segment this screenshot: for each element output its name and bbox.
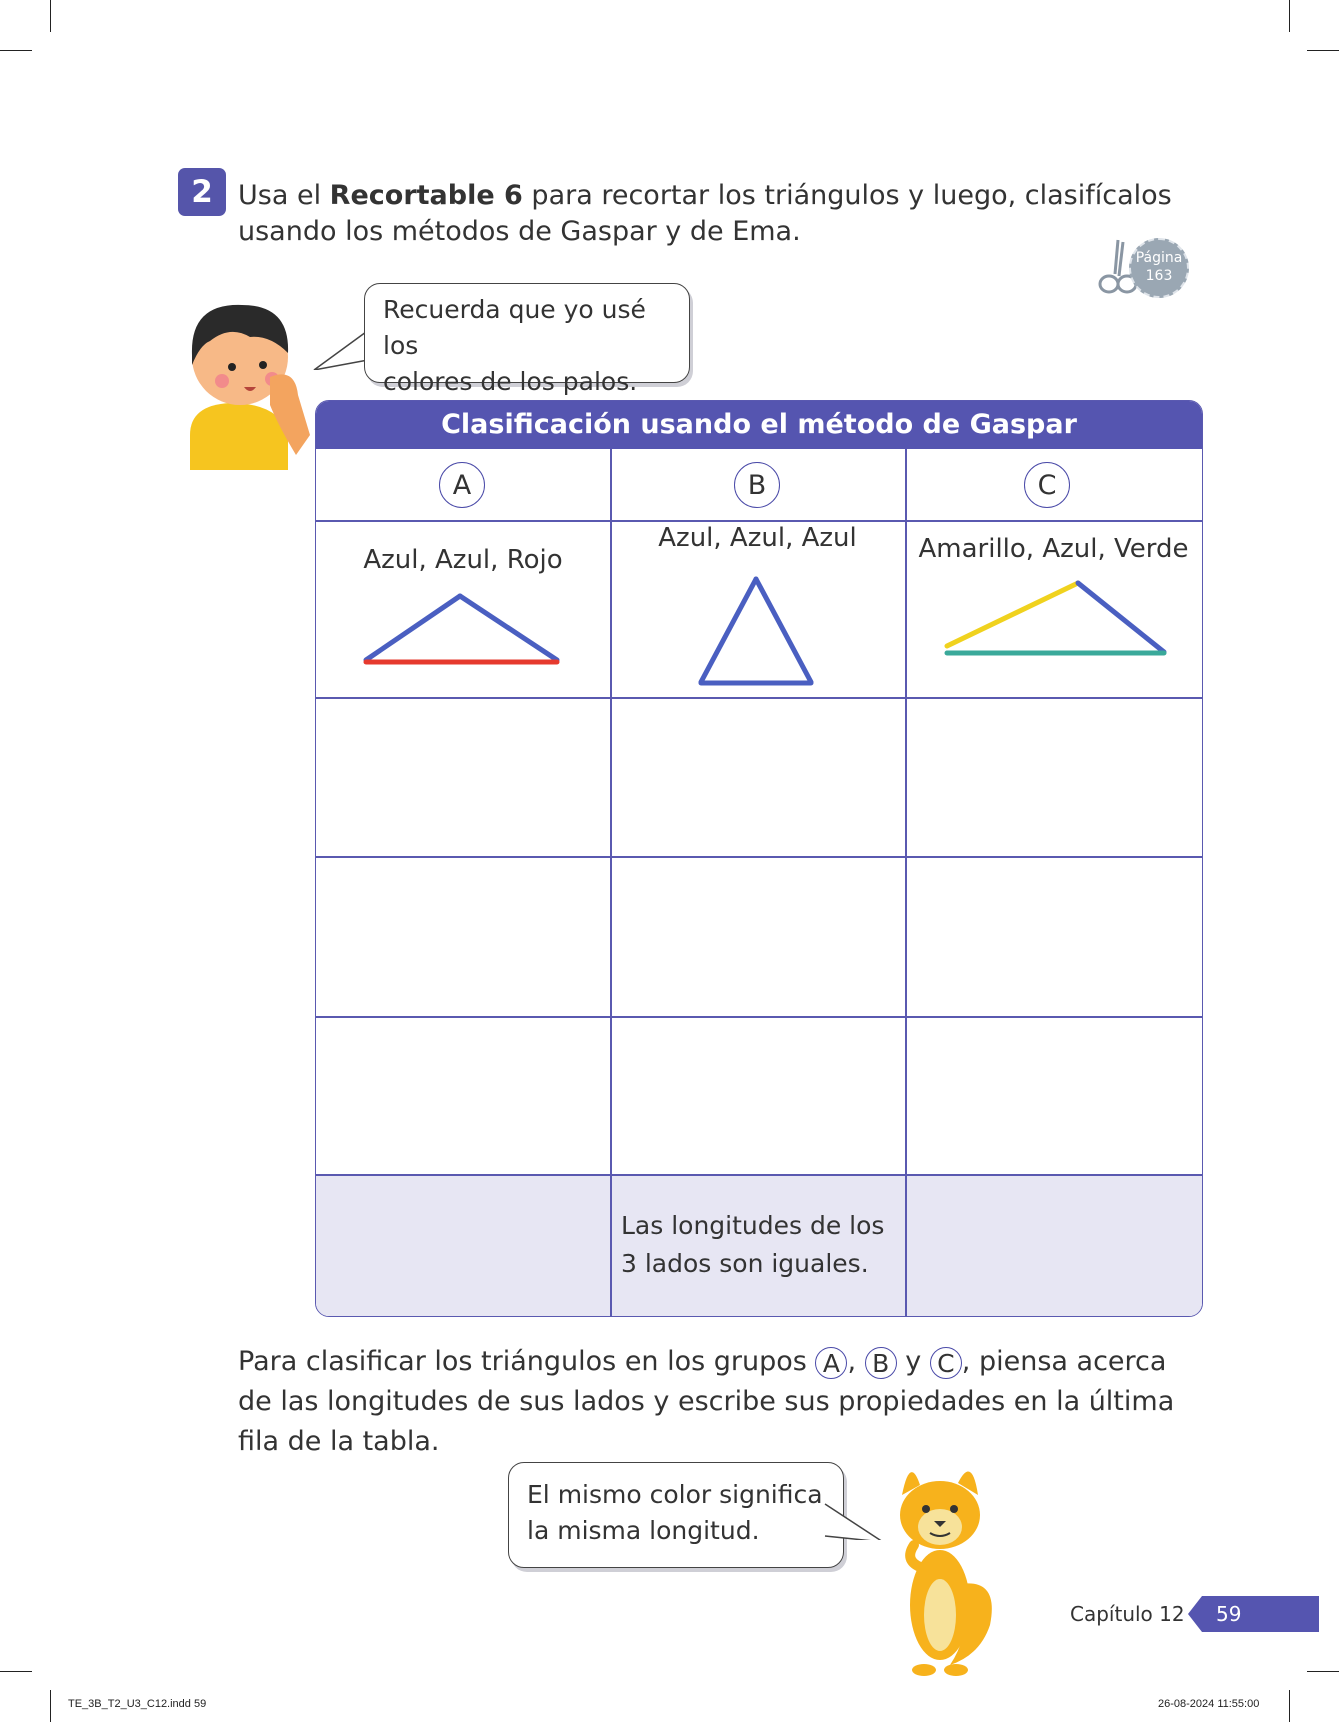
speech-bubble-fox	[508, 1462, 844, 1568]
page-reference-number: 163	[1145, 268, 1173, 284]
group-b-colors: Azul, Azul, Azul	[658, 523, 857, 553]
bubble-fox-line2: la misma longitud.	[527, 1516, 760, 1545]
crop-mark	[1307, 50, 1339, 51]
crop-mark	[50, 1690, 51, 1722]
row-divider	[316, 520, 1202, 522]
page-reference-badge	[1093, 234, 1201, 308]
page-number-tab	[1188, 1596, 1319, 1632]
page-number: 59	[1216, 1602, 1242, 1626]
triangle-a-blue-blue-red	[316, 581, 610, 691]
crop-mark	[0, 1671, 32, 1672]
bubble-fox-line1: El mismo color significa	[527, 1480, 823, 1509]
crop-mark	[50, 0, 51, 32]
inline-group-c: C	[930, 1347, 962, 1379]
row-divider	[316, 856, 1202, 858]
row-divider	[316, 1016, 1202, 1018]
group-c-colors: Amarillo, Azul, Verde	[918, 534, 1189, 564]
crop-mark	[1307, 1671, 1339, 1672]
crop-mark	[1289, 1690, 1290, 1722]
speech-bubble-tail	[312, 330, 372, 370]
recortable-bold: Recortable 6	[329, 180, 523, 211]
classification-table	[315, 400, 1203, 1317]
group-b-property-line2: 3 lados son iguales.	[621, 1249, 869, 1278]
fox-character-illustration	[880, 1455, 1000, 1680]
speech-bubble-boy	[364, 283, 690, 396]
inline-group-b: B	[865, 1347, 897, 1379]
inline-group-a: A	[815, 1347, 847, 1379]
group-b-label: B	[734, 462, 780, 508]
bubble-boy-line2: colores de los palos.	[383, 367, 638, 396]
row-divider	[316, 697, 1202, 699]
row-divider	[316, 1174, 1202, 1176]
task-instruction: Usa el Recortable 6 para recortar los triángulos y luego, clasifícalos usando los métodos de Gaspar y de Ema.	[238, 180, 1172, 247]
group-b-property-line1: Las longitudes de los	[621, 1211, 885, 1240]
instruction-paragraph: Para clasificar los triángulos en los grupos A , B y C , piensa acerca de las longitudes de sus lados y escribe sus propiedades en la última fila de la tabla.	[238, 1346, 1175, 1457]
group-c-label: C	[1024, 462, 1070, 508]
page-tab-shape	[1188, 1596, 1319, 1632]
speech-bubble-tail	[823, 1500, 885, 1540]
triangle-c-yellow-blue-green	[905, 571, 1202, 681]
page-reference-circle	[1129, 238, 1189, 298]
chapter-label: Capítulo 12	[1070, 1602, 1185, 1626]
group-a-label: A	[439, 462, 485, 508]
date-slug: 26-08-2024 11:55:00	[1158, 1698, 1260, 1710]
task-number: 2	[178, 168, 226, 216]
page-reference-label: Página	[1135, 250, 1183, 266]
file-slug: TE_3B_T2_U3_C12.indd 59	[68, 1698, 207, 1710]
crop-mark	[0, 50, 32, 51]
boy-character-illustration	[170, 295, 310, 470]
bubble-boy-line1: Recuerda que yo usé los	[383, 295, 646, 360]
crop-mark	[1289, 0, 1290, 32]
table-title: Clasificación usando el método de Gaspar	[316, 401, 1202, 449]
triangle-b-blue-blue-blue	[610, 573, 905, 693]
group-b-property	[621, 1207, 901, 1283]
group-a-colors: Azul, Azul, Rojo	[363, 545, 563, 575]
